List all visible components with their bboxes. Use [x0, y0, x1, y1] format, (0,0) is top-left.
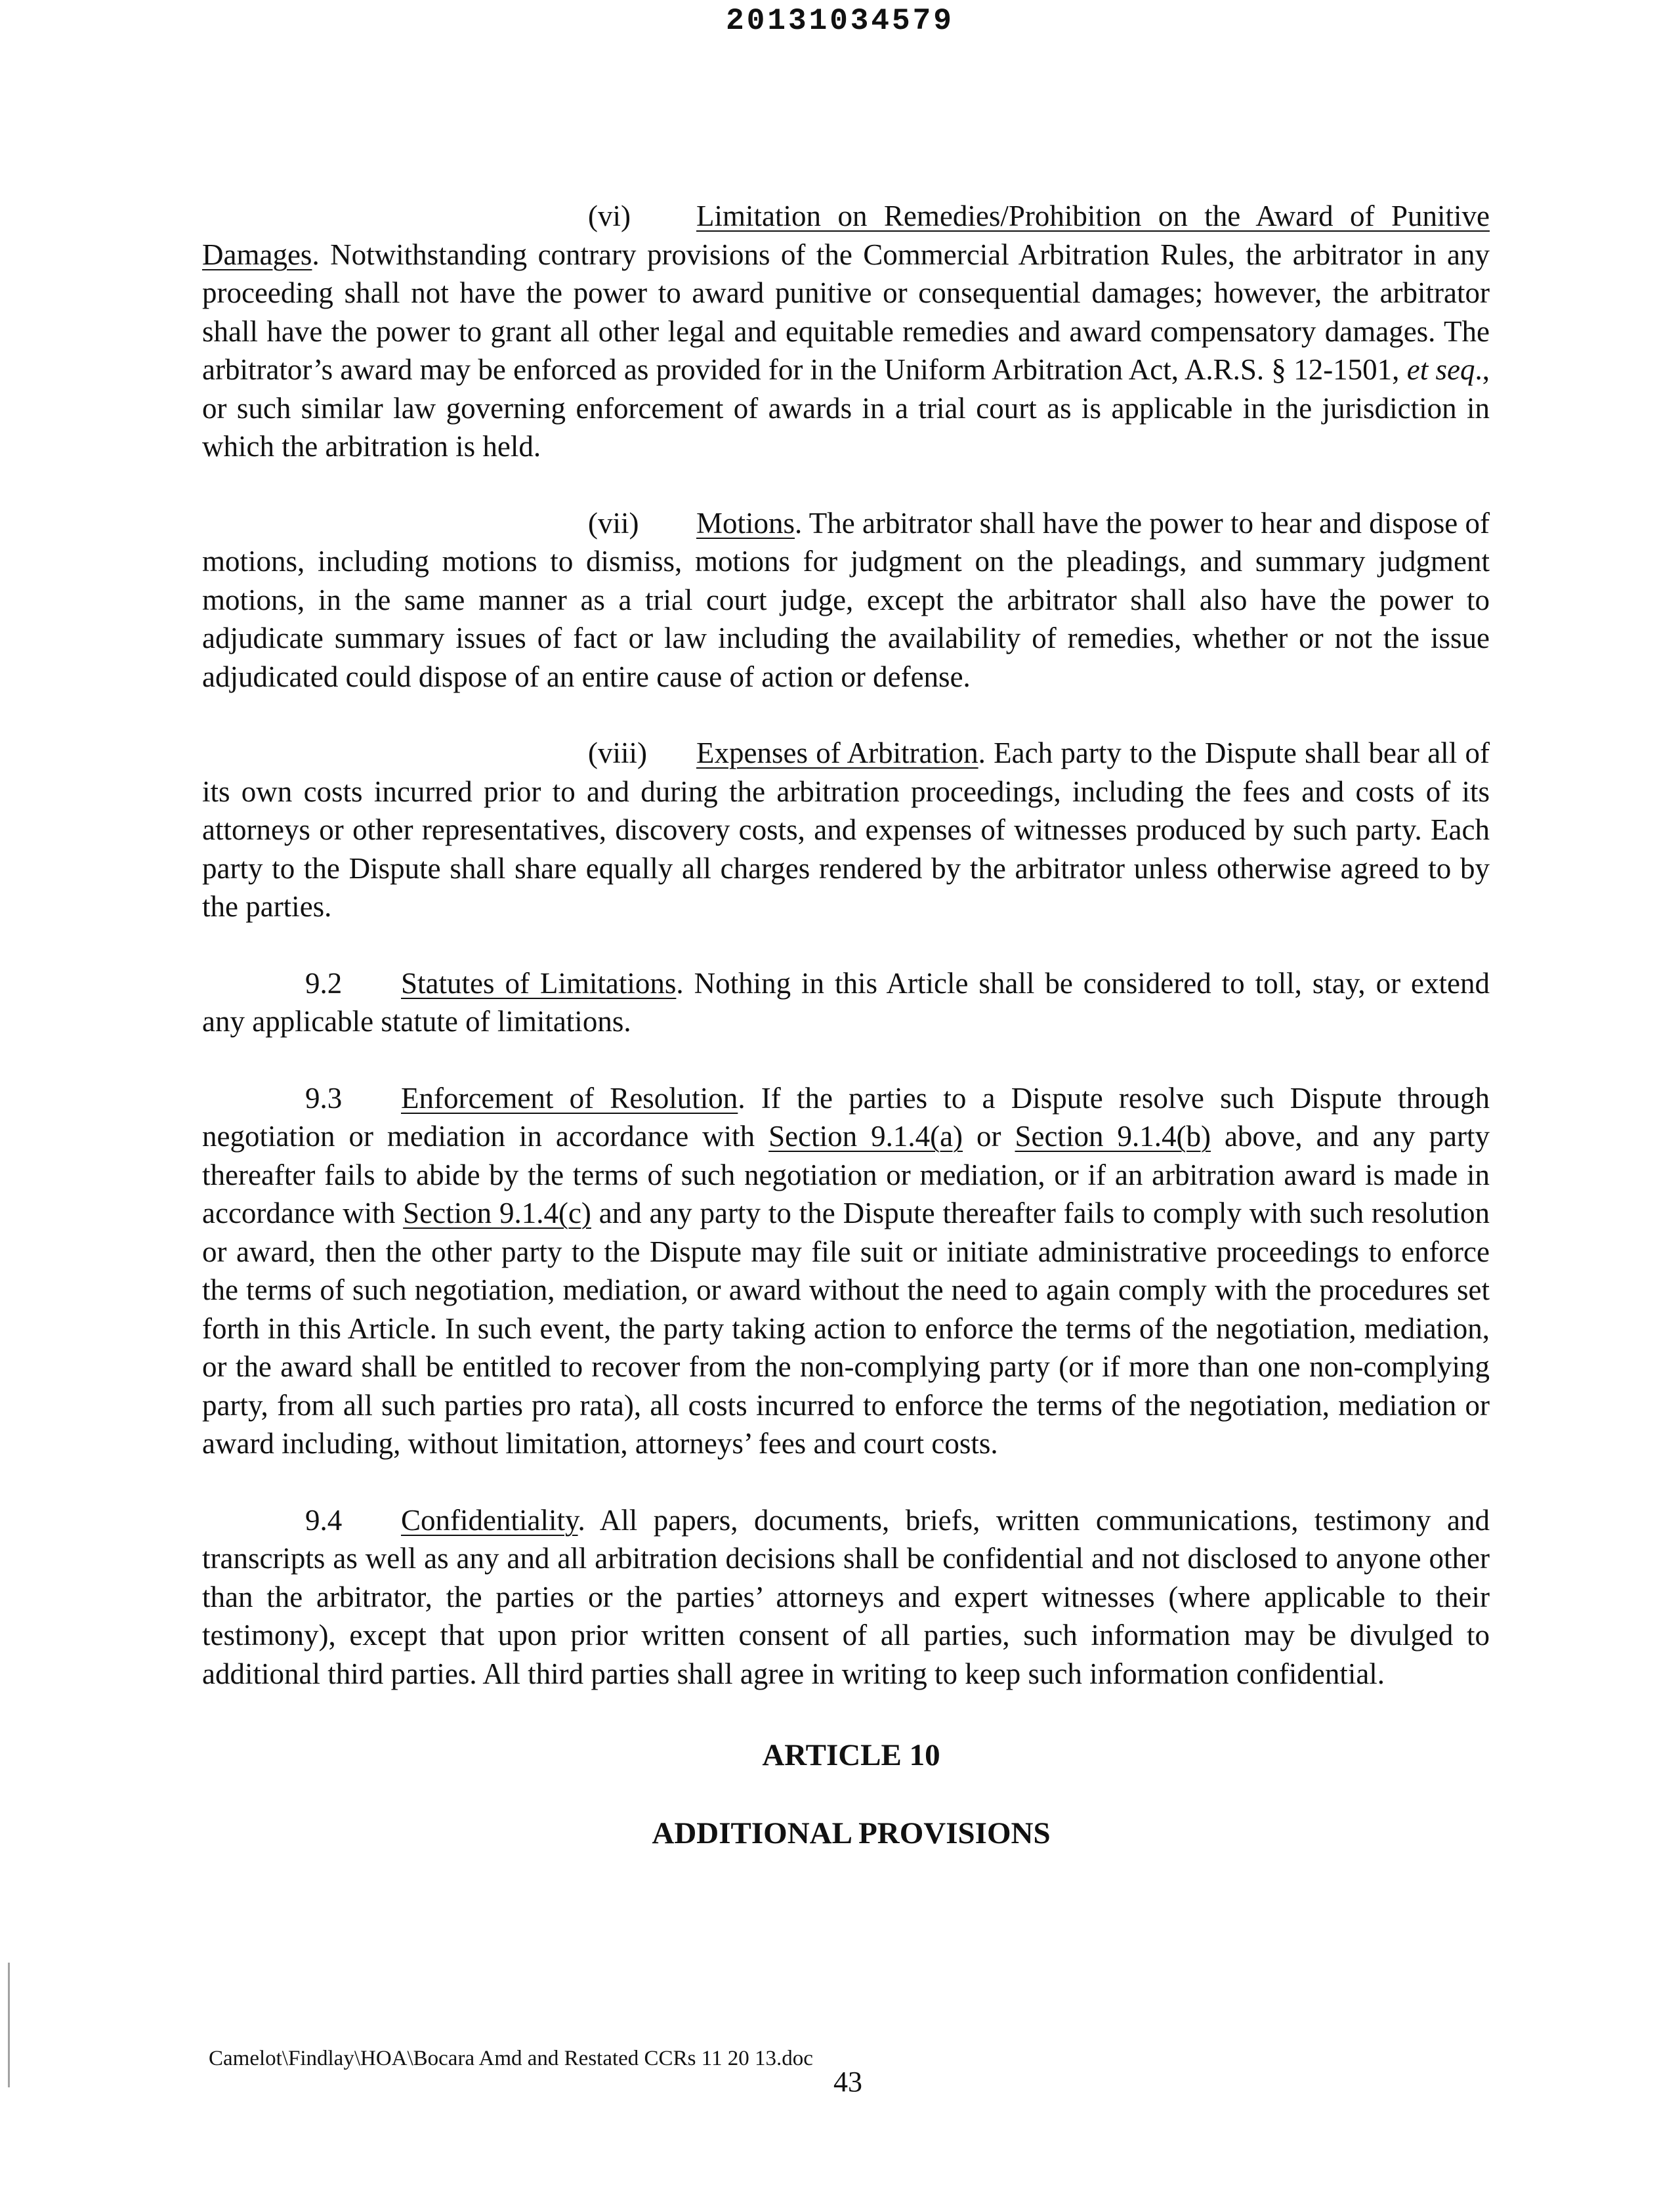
- section-title: Enforcement of Resolution: [401, 1081, 738, 1115]
- section-number: 9.3: [305, 1081, 343, 1115]
- section-viii: [202, 734, 1490, 926]
- section-text: above, and any party thereafter fails to abide by the terms of such negotiation or mediation, or if an arbitration award is made in accordance with: [202, 1120, 1490, 1229]
- section-reference: Section 9.1.4(a): [768, 1120, 963, 1153]
- article-subheading: ADDITIONAL PROVISIONS: [652, 1816, 1051, 1850]
- section-number: (vi): [588, 200, 631, 232]
- section-text: . All papers, documents, briefs, written communications, testimony and transcripts as well as any and all arbitration decisions shall be confidential and not disclosed to anyone other than the arbitrator, the parties or the parties’ attorneys and expert witnesses (where applicable to their testimony), except that upon prior written consent of all parties, such information may be divulged to additional third parties. All third parties shall agree in writing to keep such information confidential.: [202, 1503, 1490, 1690]
- section-number: (viii): [588, 736, 647, 769]
- section-text: . Notwithstanding contrary provisions of the Commercial Arbitration Rules, the arbitrator in any proceeding shall not have the power to award punitive or consequential damages; however, the arbitrator shall have the power to grant all other legal and equitable remedies and award compensatory damages. The arbitrator’s award may be enforced as provided for in the Uniform Arbitration Act, A.R.S. § 12-1501,: [202, 238, 1490, 386]
- section-9-2: [202, 964, 1490, 1041]
- section-text: or: [963, 1120, 1015, 1153]
- section-number: 9.4: [305, 1503, 343, 1537]
- page-number: 43: [833, 2066, 862, 2098]
- section-reference: Section 9.1.4(c): [403, 1197, 591, 1229]
- section-text: . The arbitrator shall have the power to hear and dispose of motions, including motions to dismiss, motions for judgment on the pleadings, and summary judgment motions, in the same manner as a trial court judge, except the arbitrator shall also have the power to adjudicate summary issues of fact or law including the availability of remedies, whether or not the issue adjudicated could dispose of an entire cause of action or defense.: [202, 506, 1490, 693]
- italic-text: et seq: [1406, 353, 1475, 386]
- footer-file-path: Camelot\Findlay\HOA\Bocara Amd and Restated CCRs 11 20 13.doc: [209, 2047, 813, 2070]
- section-title: Statutes of Limitations: [401, 966, 677, 1000]
- section-title: Motions: [696, 506, 795, 540]
- section-text: . Nothing in this Article shall be considered to toll, stay, or extend any applicable statute of limitations.: [202, 966, 1490, 1038]
- section-number: 9.2: [305, 966, 343, 1000]
- section-text: and any party to the Dispute thereafter fails to comply with such resolution or award, then the other party to the Dispute may file suit or initiate administrative proceedings to enforce the terms of such negotiation, mediation, or award without the need to again comply with the procedures set forth in this Article. In such event, the party taking action to enforce the terms of the negotiation, mediation, or the award shall be entitled to recover from the non-complying party (or if more than one non-complying party, from all such parties pro rata), all costs incurred to enforce the terms of the negotiation, mediation or award including, without limitation, attorneys’ fees and court costs.: [202, 1197, 1490, 1460]
- section-number: (vii): [588, 506, 639, 540]
- section-9-4: [202, 1501, 1490, 1694]
- article-heading: ARTICLE 10: [762, 1738, 940, 1772]
- section-text: . If the parties to a Dispute resolve such Dispute through negotiation or mediation in accordance with: [202, 1081, 1490, 1153]
- section-title: Confidentiality: [401, 1503, 578, 1537]
- section-text: ., or such similar law governing enforcement of awards in a trial court as is applicable in the jurisdiction in which the arbitration is held.: [202, 353, 1490, 463]
- section-text: . Each party to the Dispute shall bear all of its own costs incurred prior to and during the arbitration proceedings, including the fees and costs of its attorneys or other representatives, discovery costs, and expenses of witnesses produced by such party. Each party to the Dispute shall share equally all charges rendered by the arbitrator unless otherwise agreed to by the parties.: [202, 736, 1490, 923]
- section-reference: Section 9.1.4(b): [1015, 1120, 1211, 1153]
- section-title: Limitation on Remedies/Prohibition on the Award of Punitive Damages: [202, 200, 1490, 271]
- section-9-3: [202, 1079, 1490, 1463]
- section-title: Expenses of Arbitration: [696, 736, 978, 769]
- section-vi: [202, 197, 1490, 466]
- document-body: [202, 197, 1490, 1852]
- section-vii: [202, 504, 1490, 696]
- scan-edge-mark: [8, 1963, 10, 2087]
- document-number: 20131034579: [726, 4, 954, 38]
